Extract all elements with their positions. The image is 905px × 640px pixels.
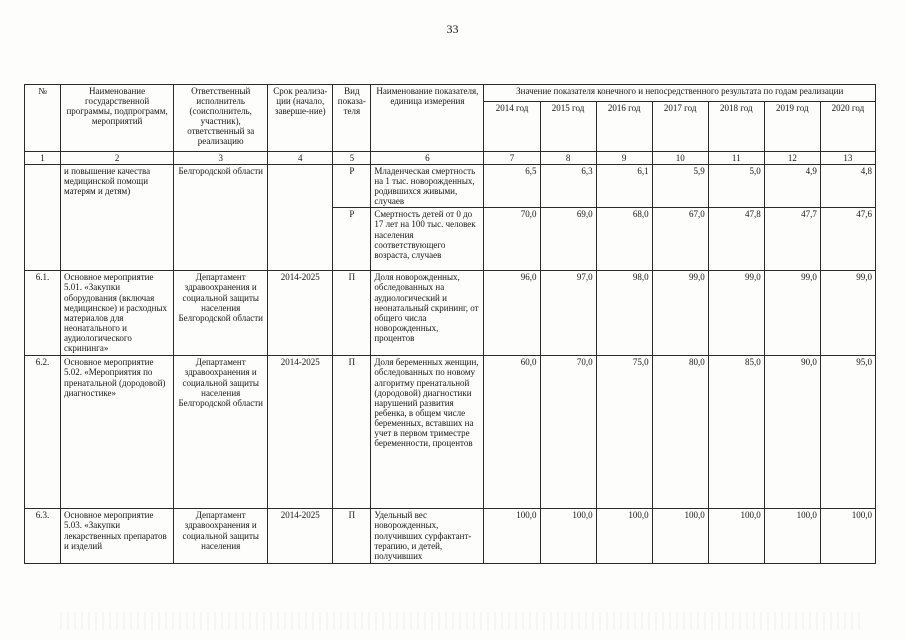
row-value: 75,0 <box>596 356 652 509</box>
column-number: 8 <box>540 152 596 165</box>
header-program: Наименование государственной программы, подпрограмм, мероприятий <box>61 85 174 152</box>
row-value: 5,9 <box>652 165 708 208</box>
row-program: Основное мероприятие 5.02. «Мероприятия по пренатальной (дородовой) диагностике» <box>61 356 174 509</box>
header-responsible: Ответственный исполнитель (соисполнитель, участник), ответственный за реализацию <box>174 85 268 152</box>
row-value: 100,0 <box>764 509 820 564</box>
header-year: 2015 год <box>540 102 596 152</box>
row-value: 47,7 <box>764 208 820 271</box>
row-term: 2014-2025 <box>268 356 333 509</box>
column-number: 13 <box>820 152 875 165</box>
row-value: 99,0 <box>820 271 875 356</box>
row-responsible: Департамент здравоохранения и социальной защиты населения Белгородской области <box>174 356 268 509</box>
row-value: 90,0 <box>764 356 820 509</box>
row-value: 100,0 <box>484 509 540 564</box>
header-year: 2018 год <box>708 102 764 152</box>
header-type: Вид показа-теля <box>333 85 371 152</box>
row-value: 85,0 <box>708 356 764 509</box>
row-value: 96,0 <box>484 271 540 356</box>
row-value: 4,9 <box>764 165 820 208</box>
row-responsible: Белгородской области <box>174 165 268 271</box>
row-value: 100,0 <box>820 509 875 564</box>
row-value: 99,0 <box>708 271 764 356</box>
row-indicator: Удельный вес новорожденных, получивших сурфактант-терапию, и детей, получивших <box>371 509 484 564</box>
row-value: 70,0 <box>540 356 596 509</box>
column-number: 2 <box>61 152 174 165</box>
row-responsible: Департамент здравоохранения и социальной защиты населения <box>174 509 268 564</box>
header-year: 2020 год <box>820 102 875 152</box>
header-year: 2014 год <box>484 102 540 152</box>
column-number: 3 <box>174 152 268 165</box>
row-program: и повышение качества медицинской помощи матерям и детям) <box>61 165 174 271</box>
page-number: 33 <box>446 22 459 36</box>
row-type: П <box>333 356 371 509</box>
column-number: 6 <box>371 152 484 165</box>
column-number: 9 <box>596 152 652 165</box>
row-value: 67,0 <box>652 208 708 271</box>
row-indicator: Смертность детей от 0 до 17 лет на 100 тыс. человек населения соответствующего возраста, случаев <box>371 208 484 271</box>
row-type: Р <box>333 208 371 271</box>
row-value: 97,0 <box>540 271 596 356</box>
header-values-title: Значение показателя конечного и непосредственного результата по годам реализации <box>484 85 876 102</box>
header-year: 2016 год <box>596 102 652 152</box>
row-value: 6,3 <box>540 165 596 208</box>
row-value: 99,0 <box>652 271 708 356</box>
row-value: 100,0 <box>596 509 652 564</box>
row-indicator: Доля беременных женщин, обследованных по новому алгоритму пренатальной (дородовой) диагностики нарушений развития ребенка, в общем числе беременных, вставших на учет в первом триместре беременности, процентов <box>371 356 484 509</box>
row-type: П <box>333 271 371 356</box>
header-year: 2017 год <box>652 102 708 152</box>
column-number: 10 <box>652 152 708 165</box>
row-value: 100,0 <box>708 509 764 564</box>
row-term: 2014-2025 <box>268 509 333 564</box>
column-number: 4 <box>268 152 333 165</box>
row-value: 99,0 <box>764 271 820 356</box>
row-value: 4,8 <box>820 165 875 208</box>
indicators-table <box>24 84 876 564</box>
row-value: 5,0 <box>708 165 764 208</box>
row-num: 6.2. <box>25 356 61 509</box>
row-value: 80,0 <box>652 356 708 509</box>
column-number-row <box>25 152 876 165</box>
row-value: 98,0 <box>596 271 652 356</box>
row-indicator: Младенческая смертность на 1 тыс. новорожденных, родившихся живыми, случаев <box>371 165 484 208</box>
row-value: 6,1 <box>596 165 652 208</box>
row-term <box>268 165 333 271</box>
column-number: 7 <box>484 152 540 165</box>
row-type: Р <box>333 165 371 208</box>
row-value: 60,0 <box>484 356 540 509</box>
row-value: 100,0 <box>540 509 596 564</box>
column-number: 5 <box>333 152 371 165</box>
row-num: 6.3. <box>25 509 61 564</box>
table-row <box>25 271 876 356</box>
row-num <box>25 165 61 271</box>
header-term: Срок реализа-ции (начало, заверше-ние) <box>268 85 333 152</box>
column-number: 11 <box>708 152 764 165</box>
column-number: 12 <box>764 152 820 165</box>
row-term: 2014-2025 <box>268 271 333 356</box>
header-year: 2019 год <box>764 102 820 152</box>
row-num: 6.1. <box>25 271 61 356</box>
table-row <box>25 165 876 208</box>
table-row <box>25 509 876 564</box>
header-indicator: Наименование показателя, единица измерения <box>371 85 484 152</box>
row-value: 95,0 <box>820 356 875 509</box>
row-value: 100,0 <box>652 509 708 564</box>
row-value: 6,5 <box>484 165 540 208</box>
column-number: 1 <box>25 152 61 165</box>
row-type: П <box>333 509 371 564</box>
row-value: 47,8 <box>708 208 764 271</box>
row-value: 68,0 <box>596 208 652 271</box>
row-program: Основное мероприятие 5.03. «Закупки лекарственных препаратов и изделий <box>61 509 174 564</box>
row-value: 70,0 <box>484 208 540 271</box>
header-row <box>25 85 876 102</box>
header-num: № <box>25 85 61 152</box>
row-program: Основное мероприятие 5.01. «Закупки оборудования (включая медицинское) и расходных материалов для неонатального и аудиологического скрининга» <box>61 271 174 356</box>
table-row <box>25 356 876 509</box>
row-responsible: Департамент здравоохранения и социальной защиты населения Белгородской области <box>174 271 268 356</box>
scan-noise <box>60 612 860 630</box>
row-indicator: Доля новорожденных, обследованных на аудиологический и неонатальный скрининг, от общего числа новорожденных, процентов <box>371 271 484 356</box>
row-value: 47,6 <box>820 208 875 271</box>
row-value: 69,0 <box>540 208 596 271</box>
